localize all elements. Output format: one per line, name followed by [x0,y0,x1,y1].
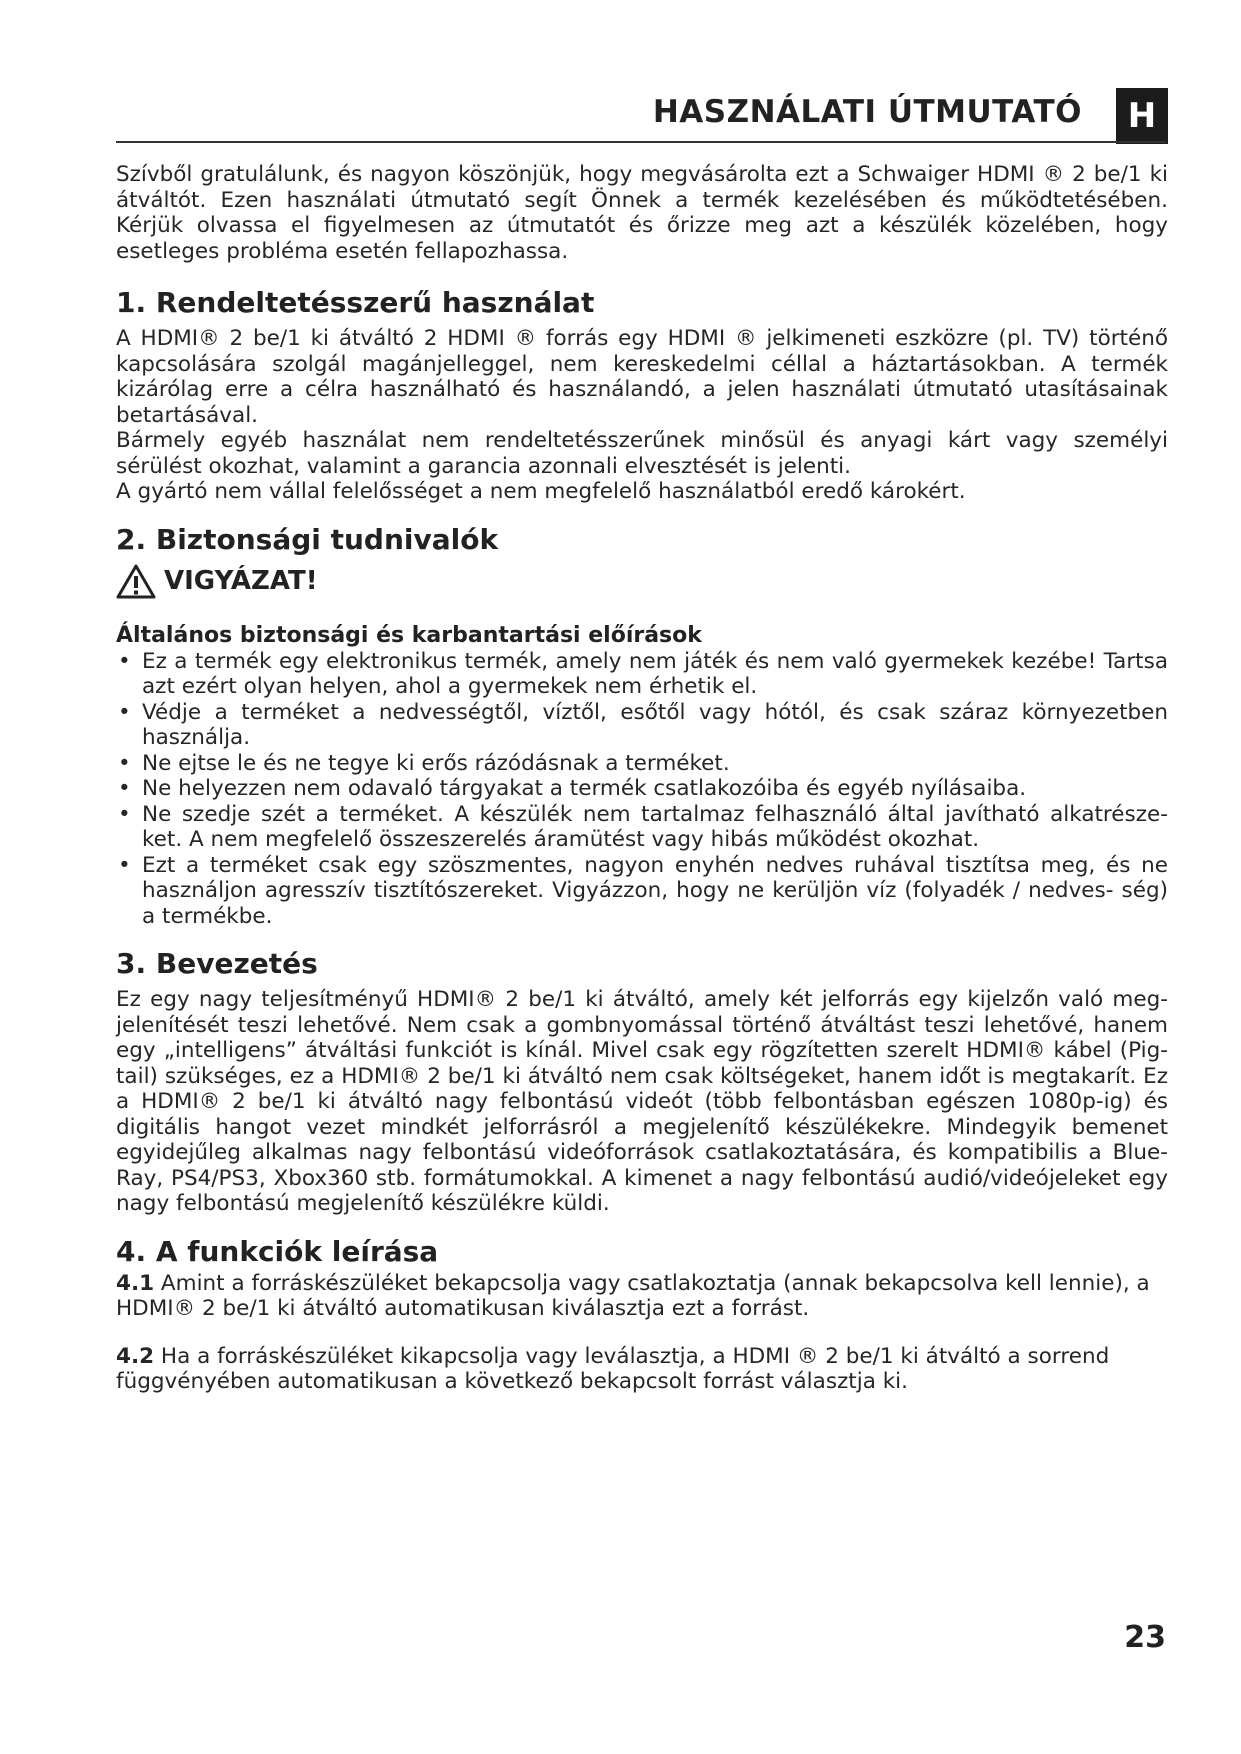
safety-subtitle: Általános biztonsági és karbantartási előírások [116,622,702,648]
list-item: • Ne helyezzen nem odavaló tárgyakat a termék csatlakozóiba és egyéb nyílásaiba. [118,776,1027,801]
page-number: 23 [1124,1620,1166,1655]
header-divider [116,141,1166,143]
bullet: • [118,776,131,801]
bullet: • [118,750,131,776]
section-1-paragraph-3: A gyártó nem vállal felelősséget a nem megfelelő használatból eredő károkért. [116,479,966,504]
bullet: • [118,699,131,725]
section-1-paragraph-2: Bármely egyéb használat nem rendeltetésszerűnek minősül és anyagi kárt vagy személyi sérülést okozhat, valamint a garancia azonnali elvesztését is jelenti. [116,428,1168,479]
language-badge: H [1116,88,1168,144]
section-2-title: 2. Biztonsági tudnivalók [116,522,499,556]
bullet: • [118,648,131,674]
list-item: • Ne ejtse le és ne tegye ki erős rázódásnak a terméket. [118,750,730,776]
function-number: 4.1 [116,1270,155,1296]
function-4-2: 4.2 Ha a forráskészüléket kikapcsolja vagy leválasztja, a HDMI ® 2 be/1 ki átváltó a sorrend függvényében automatikusan a következő bekapcsolt forrást választja ki. [116,1343,1110,1394]
list-item: • Ez a termék egy elektronikus termék, amely nem játék és nem való gyermekek kezébe! Tartsa azt ezért olyan helyen, ahol a gyermekek nem érhetik el. [118,648,1168,699]
document-page [116,0,1168,1754]
page-header-title: HASZNÁLATI ÚTMUTATÓ [652,94,1082,130]
bullet: • [118,801,131,827]
function-number: 4.2 [116,1343,155,1369]
list-item: • Védje a terméket a nedvességtől, víztől, esőtől vagy hótól, és csak száraz környezetben használja. [118,699,1168,750]
function-4-1: 4.1 Amint a forráskészüléket bekapcsolja vagy csatlakoztatja (annak bekapcsolva kell lennie), a HDMI® 2 be/1 ki átváltó automatikusan kiválasztja ezt a forrást. [116,1270,1150,1321]
warning-triangle-icon [116,563,156,599]
warning-label: VIGYÁZAT! [164,565,318,596]
warning-row [116,563,1168,599]
safety-list [116,649,1168,930]
section-4-title: 4. A funkciók leírása [116,1234,439,1268]
list-item: • Ne szedje szét a terméket. A készülék nem tartalmaz felhasználó által javítható alkatrésze- ket. A nem megfelelő összeszerelés áramütést vagy hibás működést okozhat. [118,801,1168,852]
list-item: • Ezt a terméket csak egy szöszmentes, nagyon enyhén nedves ruhával tisztítsa meg, és ne használjon agresszív tisztítószereket. Vigyázzon, hogy ne kerüljön víz (folyadék / nedves- ség) a termékbe. [118,852,1168,929]
bullet: • [118,852,131,878]
body-content [116,162,1168,1395]
intro-paragraph: Szívből gratulálunk, és nagyon köszönjük, hogy megvásárolta ezt a Schwaiger HDMI ® 2 be/1 ki átváltót. Ezen használati útmutató segít Önnek a termék kezelésében és működtetésében. Kérjük olvassa el figyelmesen az útmutatót és őrizze meg azt a készülék közelében, hogy esetleges probléma esetén fellapozhassa. [116,162,1168,264]
section-3-paragraph: Ez egy nagy teljesítményű HDMI® 2 be/1 ki átváltó, amely két jelforrás egy kijelzőn való meg- jelenítését teszi lehetővé. Nem csak a gombnyomással történő átváltást teszi lehetővé, hanem egy „intelligens” átváltási funkciót is kínál. Mivel csak egy rögzítetten szerelt HDMI® kábel (Pig- tail) szükséges, ez a HDMI® 2 be/1 ki átváltó nem csak költségeket, hanem időt is megtakarít. Ez a HDMI® 2 be/1 ki átváltó nagy felbontású videót (több felbontásban egészen 1080p-ig) és digitális hangot vezet mindkét jelforrásról a megjelenítő készülékekre. Mindegyik bemenet egyidejűleg alkalmas nagy felbontású videóforrások csatlakoztatására, és kompatibilis a Blue- Ray, PS4/PS3, Xbox360 stb. formátumokkal. A kimenet a nagy felbontású audió/videójeleket egy nagy felbontású megjelenítő készülékre küldi. [116,987,1168,1216]
section-1-title: 1. Rendeltetésszerű használat [116,286,595,319]
section-1-paragraph-1: A HDMI® 2 be/1 ki átváltó 2 HDMI ® forrás egy HDMI ® jelkimeneti eszközre (pl. TV) történő kapcsolására szolgál magánjelleggel, nem kereskedelmi céllal a háztartásokban. A termék kizárólag erre a célra használható és használandó, a jelen használati útmutató utasításainak betartásával. [116,326,1168,428]
section-3-title: 3. Bevezetés [116,947,318,980]
